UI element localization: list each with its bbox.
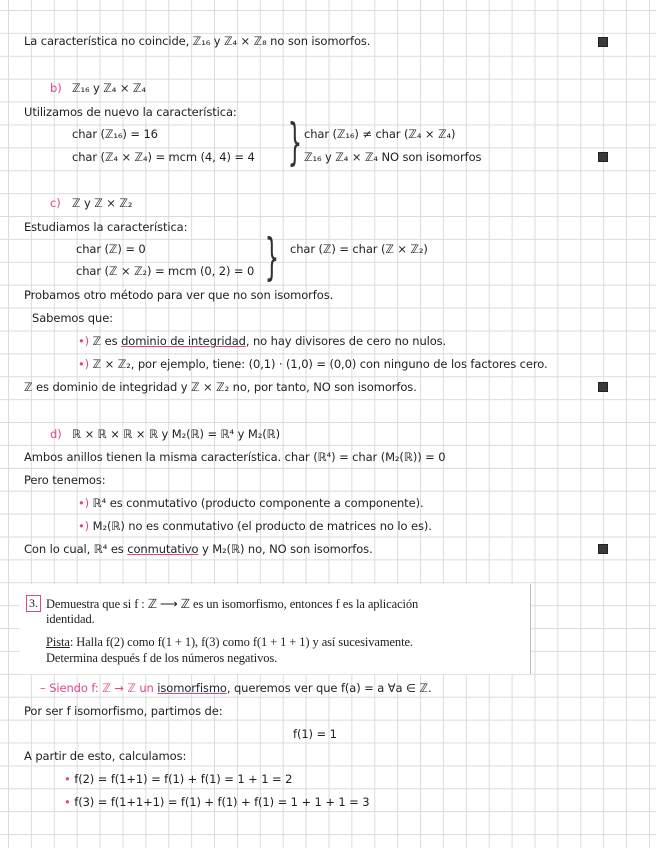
list-item: • f(2) = f(1+1) = f(1) + f(1) = 1 + 1 = 2 [64,772,293,786]
formula-line: char (ℤ × ℤ₂) = mcm (0, 2) = 0 [76,264,255,278]
qed-square-icon [598,544,608,554]
part-d-label: d) [50,427,62,441]
bullet-icon: •) [78,519,90,533]
underlined-term: dominio de integridad [121,334,246,348]
brace-icon: } [264,228,280,286]
text-line: Utilizamos de nuevo la característica: [24,105,237,119]
text-line: A partir de esto, calculamos: [24,749,187,763]
text-line: La característica no coincide, ℤ₁₆ y ℤ₄ × ℤ₈ no son isomorfos. [24,34,371,48]
text-line: Pero tenemos: [24,473,106,487]
formula-line: ℤ₁₆ y ℤ₄ × ℤ₄ NO son isomorfos [304,150,482,164]
part-c-title: ℤ y ℤ × ℤ₂ [72,196,133,210]
bullet-icon: •) [78,357,90,371]
exercise-hint: Determina después f de los números negativos. [46,651,278,665]
part-c-label: c) [50,196,61,210]
text-line: Probamos otro método para ver que no son isomorfos. [24,288,334,302]
formula-line: f(1) = 1 [293,727,337,741]
text-line: Sabemos que: [32,311,113,325]
list-item: •) ℤ es dominio de integridad, no hay divisores de cero no nulos. [78,334,447,348]
part-b-label: b) [50,81,62,95]
text-line: Por ser f isomorfismo, partimos de: [24,704,223,718]
underlined-term: isomorfismo [157,681,227,695]
formula-line: char (ℤ) = char (ℤ × ℤ₂) [290,242,428,256]
qed-square-icon [598,382,608,392]
hint-label: Pista [46,635,70,649]
list-item: •) ℤ × ℤ₂, por ejemplo, tiene: (0,1) · (1,0) = (0,0) con ninguno de los factores cero. [78,357,548,371]
bullet-icon: •) [78,496,90,510]
qed-square-icon [598,37,608,47]
text-line: ℤ es dominio de integridad y ℤ × ℤ₂ no, por tanto, NO son isomorfos. [24,380,417,394]
exercise-hint: Pista: Halla f(2) como f(1 + 1), f(3) como f(1 + 1 + 1) y así sucesivamente. [46,635,413,649]
bullet-icon: • [64,795,71,809]
text-line: – Siendo f: ℤ → ℤ un isomorfismo, queremos ver que f(a) = a ∀a ∈ ℤ. [40,681,432,695]
formula-line: char (ℤ₁₆) ≠ char (ℤ₄ × ℤ₄) [304,127,456,141]
part-d-title: ℝ × ℝ × ℝ × ℝ y M₂(ℝ) = ℝ⁴ y M₂(ℝ) [72,427,280,441]
text-line: Con lo cual, ℝ⁴ es conmutativo y M₂(ℝ) no, NO son isomorfos. [24,542,373,556]
text-line: Ambos anillos tienen la misma característica. char (ℝ⁴) = char (M₂(ℝ)) = 0 [24,450,446,464]
part-b-title: ℤ₁₆ y ℤ₄ × ℤ₄ [72,81,146,95]
list-item: •) ℝ⁴ es conmutativo (producto componente a componente). [78,496,424,510]
bullet-icon: •) [78,334,90,348]
brace-icon: } [287,113,303,171]
underlined-term: conmutativo [127,542,199,556]
exercise-statement: Demuestra que si f : ℤ ⟶ ℤ es un isomorfismo, entonces f es la aplicación [46,597,419,611]
formula-line: char (ℤ₄ × ℤ₄) = mcm (4, 4) = 4 [72,150,255,164]
exercise-statement: identidad. [46,612,95,626]
exercise-number: 3. [26,595,41,612]
list-item: •) M₂(ℝ) no es conmutativo (el producto de matrices no lo es). [78,519,432,533]
formula-line: char (ℤ) = 0 [76,242,146,256]
bullet-icon: • [64,772,71,786]
list-item: • f(3) = f(1+1+1) = f(1) + f(1) + f(1) = 1 + 1 + 1 = 3 [64,795,370,809]
text-line: Estudiamos la característica: [24,220,188,234]
formula-line: char (ℤ₁₆) = 16 [72,127,158,141]
qed-square-icon [598,152,608,162]
